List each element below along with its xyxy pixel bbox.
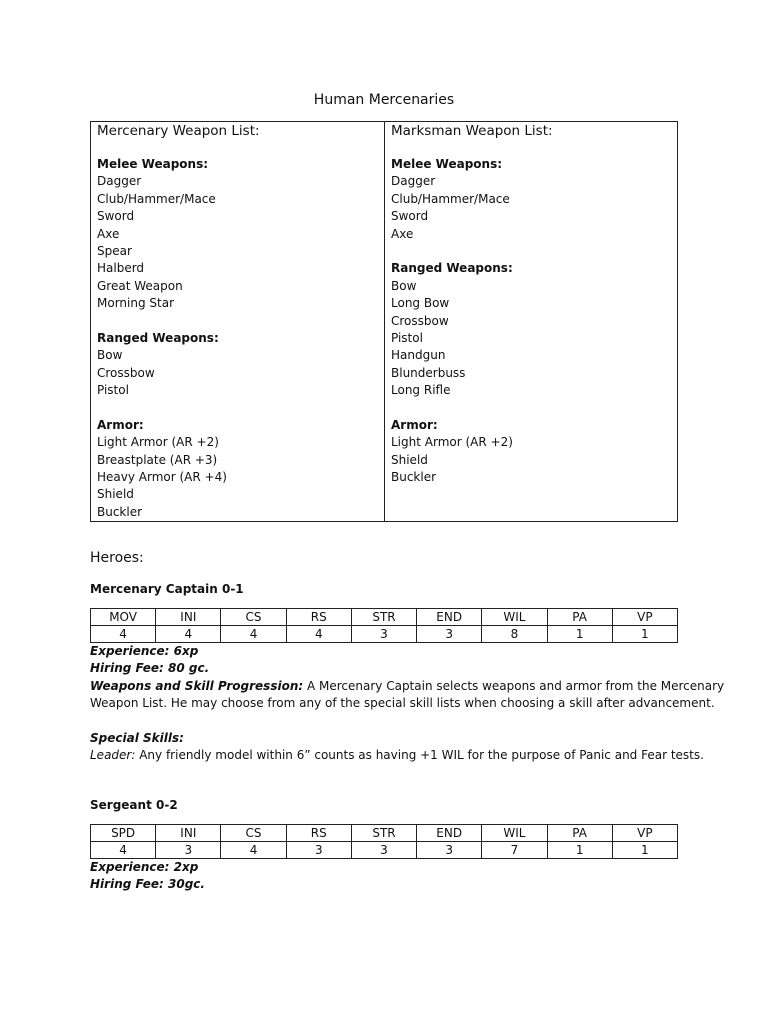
- stat-header: CS: [221, 609, 286, 626]
- stat-header: END: [417, 825, 482, 842]
- list-item: Club/Hammer/Mace: [97, 191, 216, 206]
- sergeant-section: [90, 796, 678, 894]
- stat-value: 4: [156, 626, 221, 643]
- spacer: [90, 713, 678, 730]
- section-label: Armor:: [97, 417, 144, 432]
- stat-header: STR: [351, 609, 416, 626]
- list-item: Bow: [391, 278, 417, 293]
- captain-stats-table: [90, 608, 678, 643]
- list-item: Club/Hammer/Mace: [391, 191, 510, 206]
- sergeant-experience: Experience: 2xp: [90, 860, 199, 874]
- stat-header: INI: [156, 609, 221, 626]
- stat-header: PA: [547, 609, 612, 626]
- list-item: Breastplate (AR +3): [97, 452, 218, 467]
- heroes-heading: Heroes:: [90, 550, 144, 566]
- list-item: Buckler: [97, 504, 143, 519]
- stat-value: 3: [156, 842, 221, 859]
- stat-header: PA: [547, 825, 612, 842]
- list-item: Shield: [391, 452, 428, 467]
- list-item: Long Rifle: [391, 383, 451, 398]
- stat-header: SPD: [91, 825, 156, 842]
- spacer: [97, 399, 384, 416]
- captain-progression-cont: Weapon List. He may choose from any of the special skill lists when choosing a skill after advancement.: [90, 696, 715, 711]
- list-item: Sword: [391, 209, 429, 224]
- stat-header: INI: [156, 825, 221, 842]
- captain-progression: [90, 678, 725, 695]
- stat-value: 4: [221, 626, 286, 643]
- weapon-lists-table: [90, 121, 678, 522]
- stat-value: 8: [482, 626, 547, 643]
- mercenary-weapon-items: [97, 156, 384, 521]
- spacer: [391, 399, 677, 416]
- list-item: Heavy Armor (AR +4): [97, 470, 227, 485]
- document-title: Human Mercenaries: [313, 92, 455, 108]
- list-item: Pistol: [391, 330, 423, 345]
- stat-value: 4: [221, 842, 286, 859]
- stat-header: VP: [612, 609, 677, 626]
- list-item: Shield: [97, 487, 134, 502]
- stat-value: 1: [547, 626, 612, 643]
- list-item: Axe: [97, 226, 120, 241]
- list-item: Crossbow: [97, 365, 155, 380]
- section-label: Melee Weapons:: [97, 157, 209, 171]
- special-skills-label: Special Skills:: [90, 730, 184, 745]
- list-item: Blunderbuss: [391, 365, 466, 380]
- captain-hiring-fee: Hiring Fee: 80 gc.: [90, 661, 210, 676]
- list-item: Dagger: [97, 174, 142, 189]
- sergeant-stats-table: [90, 824, 678, 859]
- stat-value: 3: [417, 626, 482, 643]
- mercenary-weapon-list: [91, 122, 385, 521]
- spacer: [391, 243, 677, 260]
- stat-value: 4: [286, 626, 351, 643]
- progression-text: A Mercenary Captain selects weapons and armor from the Mercenary: [303, 678, 725, 693]
- stat-value: 1: [612, 626, 677, 643]
- stat-value: 3: [351, 626, 416, 643]
- list-item: Pistol: [97, 383, 129, 398]
- stat-value: 4: [91, 626, 156, 643]
- section-label: Armor:: [391, 417, 438, 432]
- list-item: Long Bow: [391, 296, 450, 311]
- list-item: Handgun: [391, 348, 446, 363]
- leader-skill: [90, 747, 704, 764]
- leader-label: Leader:: [90, 748, 136, 763]
- section-label: Ranged Weapons:: [391, 261, 513, 276]
- stat-header: CS: [221, 825, 286, 842]
- stat-value: 4: [91, 842, 156, 859]
- stat-header: STR: [351, 825, 416, 842]
- table-row: [91, 842, 678, 859]
- captain-section: [90, 580, 725, 765]
- captain-experience: Experience: 6xp: [90, 644, 199, 658]
- list-item: Bow: [97, 348, 123, 363]
- stat-value: 7: [482, 842, 547, 859]
- list-item: Axe: [391, 226, 414, 241]
- list-item: Buckler: [391, 470, 437, 485]
- spacer: [97, 313, 384, 330]
- list-item: Crossbow: [391, 313, 449, 328]
- stat-header: END: [417, 609, 482, 626]
- progression-label: Weapons and Skill Progression:: [90, 678, 304, 693]
- stat-value: 3: [417, 842, 482, 859]
- list-item: Light Armor (AR +2): [391, 435, 513, 450]
- list-item: Spear: [97, 243, 132, 258]
- stat-header: MOV: [91, 609, 156, 626]
- section-label: Melee Weapons:: [391, 157, 503, 171]
- sergeant-title: Sergeant 0-2: [90, 798, 178, 812]
- list-item: Sword: [97, 209, 135, 224]
- table-row: [91, 609, 678, 626]
- table-row: [91, 825, 678, 842]
- list-item: Halberd: [97, 261, 145, 276]
- stat-value: 3: [351, 842, 416, 859]
- stat-value: 3: [286, 842, 351, 859]
- list-item: Dagger: [391, 174, 436, 189]
- captain-title: Mercenary Captain 0-1: [90, 582, 244, 596]
- mercenary-weapon-list-heading: Mercenary Weapon List:: [97, 123, 260, 139]
- stat-header: VP: [612, 825, 677, 842]
- stat-header: RS: [286, 825, 351, 842]
- leader-text: Any friendly model within 6” counts as having +1 WIL for the purpose of Panic and Fear tests.: [135, 748, 704, 763]
- stat-header: WIL: [482, 609, 547, 626]
- marksman-weapon-items: [391, 156, 677, 486]
- marksman-weapon-list-heading: Marksman Weapon List:: [391, 123, 553, 139]
- list-item: Great Weapon: [97, 278, 183, 293]
- table-row: [91, 626, 678, 643]
- list-item: Light Armor (AR +2): [97, 435, 219, 450]
- stat-header: WIL: [482, 825, 547, 842]
- section-label: Ranged Weapons:: [97, 330, 219, 345]
- stat-value: 1: [612, 842, 677, 859]
- list-item: Morning Star: [97, 296, 175, 311]
- marksman-weapon-list: [385, 122, 677, 521]
- stat-header: RS: [286, 609, 351, 626]
- stat-value: 1: [547, 842, 612, 859]
- sergeant-hiring-fee: Hiring Fee: 30gc.: [90, 877, 205, 892]
